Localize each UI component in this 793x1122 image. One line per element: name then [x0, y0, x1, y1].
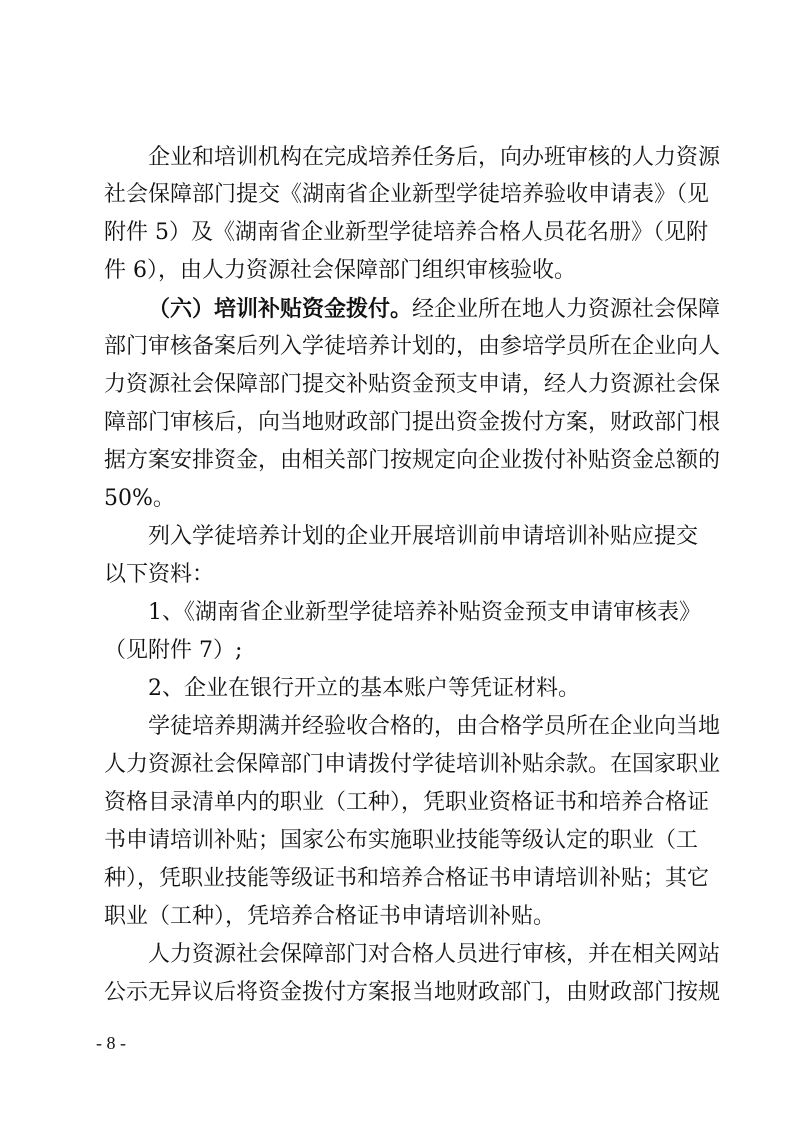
paragraph-2-line-1-text: 经企业所在地人力资源社会保障 — [412, 297, 721, 322]
paragraph-6-line-4: 书申请培训补贴；国家公布实施职业技能等级认定的职业（工 — [104, 828, 699, 853]
paragraph-1-line-4: 件 6），由人力资源社会保障部门组织审核验收。 — [104, 258, 576, 283]
paragraph-6-line-2: 人力资源社会保障部门申请拨付学徒培训补贴余款。在国家职业 — [104, 752, 721, 777]
paragraph-1-line-2: 社会保障部门提交《湖南省企业新型学徒培养验收申请表》（见 — [104, 182, 710, 207]
paragraph-4-line-1: 1、《湖南省企业新型学徒培养补贴资金预支申请审核表》 — [148, 600, 701, 625]
paragraph-5-line-1: 2、企业在银行开立的基本账户等凭证材料。 — [148, 676, 580, 701]
paragraph-2-line-1 — [148, 294, 720, 325]
paragraph-6-line-1: 学徒培养期满并经验收合格的，由合格学员所在企业向当地 — [148, 714, 721, 739]
paragraph-7-line-1: 人力资源社会保障部门对合格人员进行审核，并在相关网站 — [148, 942, 721, 967]
paragraph-3-line-2: 以下资料： — [104, 562, 215, 587]
paragraph-2-line-4: 障部门审核后，向当地财政部门提出资金拨付方案，财政部门根 — [104, 410, 721, 435]
paragraph-2-line-5: 据方案安排资金，由相关部门按规定向企业拨付补贴资金总额的 — [104, 448, 721, 473]
paragraph-1-line-3: 附件 5）及《湖南省企业新型学徒培养合格人员花名册》（见附 — [104, 220, 708, 245]
paragraph-1-line-1: 企业和培训机构在完成培养任务后，向办班审核的人力资源 — [148, 145, 721, 170]
paragraph-6-line-5: 种），凭职业技能等级证书和培养合格证书申请培训补贴；其它 — [104, 866, 710, 891]
section-heading: （六）培训补贴资金拨付。 — [148, 296, 413, 322]
paragraph-2-line-3: 力资源社会保障部门提交补贴资金预支申请，经人力资源社会保 — [104, 372, 721, 397]
paragraph-7-line-2: 公示无异议后将资金拨付方案报当地财政部门，由财政部门按规 — [104, 980, 721, 1005]
paragraph-3-line-1: 列入学徒培养计划的企业开展培训前申请培训补贴应提交 — [148, 524, 699, 549]
paragraph-4-line-2: （见附件 7）; — [104, 638, 243, 663]
paragraph-2-line-6: 50%。 — [104, 486, 175, 511]
page-number: - 8 - — [96, 1033, 126, 1053]
paragraph-6-line-6: 职业（工种），凭培养合格证书申请培训补贴。 — [104, 904, 556, 929]
paragraph-6-line-3: 资格目录清单内的职业（工种），凭职业资格证书和培养合格证 — [104, 790, 710, 815]
paragraph-2-line-2: 部门审核备案后列入学徒培养计划的，由参培学员所在企业向人 — [104, 334, 721, 359]
